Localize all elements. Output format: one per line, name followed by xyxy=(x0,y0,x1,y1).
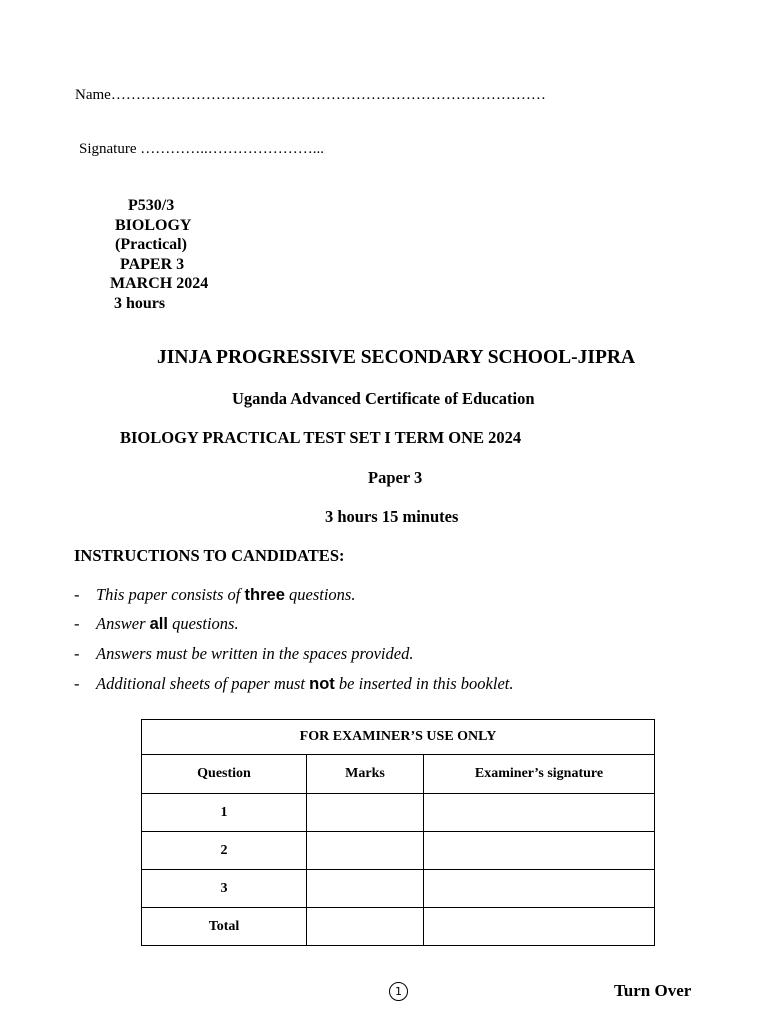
exam-duration: 3 hours xyxy=(114,295,166,312)
total-signature-cell[interactable] xyxy=(424,908,655,946)
question-cell: 3 xyxy=(142,870,307,908)
signature-field[interactable] xyxy=(79,141,324,158)
signature-dots: …………..…………………... xyxy=(140,141,324,157)
signature-cell[interactable] xyxy=(424,794,655,832)
paper-code: P530/3 xyxy=(128,197,175,214)
exam-date: MARCH 2024 xyxy=(110,275,209,292)
header-marks: Marks xyxy=(307,755,424,794)
signature-cell[interactable] xyxy=(424,832,655,870)
marks-cell[interactable] xyxy=(307,870,424,908)
instruction-item: - Answer all questions. xyxy=(74,614,239,633)
table-row xyxy=(142,908,655,946)
table-row xyxy=(142,832,655,870)
signature-cell[interactable] xyxy=(424,870,655,908)
total-cell: Total xyxy=(142,908,307,946)
examiner-table xyxy=(141,719,655,946)
marks-cell[interactable] xyxy=(307,832,424,870)
instruction-item: - Answers must be written in the spaces provided. xyxy=(74,644,414,663)
table-row xyxy=(142,870,655,908)
certificate-title: Uganda Advanced Certificate of Education xyxy=(232,389,535,408)
instructions-heading: INSTRUCTIONS TO CANDIDATES: xyxy=(74,546,345,565)
duration-label: 3 hours 15 minutes xyxy=(325,507,459,526)
instruction-item: - Additional sheets of paper must not be inserted in this booklet. xyxy=(74,674,514,693)
total-marks-cell[interactable] xyxy=(307,908,424,946)
header-signature: Examiner’s signature xyxy=(424,755,655,794)
subject-type: (Practical) xyxy=(115,236,187,253)
table-title: FOR EXAMINER’S USE ONLY xyxy=(142,720,655,755)
name-field[interactable] xyxy=(75,87,546,104)
header-question: Question xyxy=(142,755,307,794)
table-row xyxy=(142,794,655,832)
school-name: JINJA PROGRESSIVE SECONDARY SCHOOL-JIPRA xyxy=(157,347,636,368)
name-dots: …………………………………………………………………………… xyxy=(110,87,546,103)
test-title: BIOLOGY PRACTICAL TEST SET I TERM ONE 2024 xyxy=(120,428,522,447)
name-label: Name xyxy=(75,87,111,103)
turn-over: Turn Over xyxy=(614,981,692,1000)
signature-label: Signature xyxy=(79,141,137,157)
paper-label: Paper 3 xyxy=(368,468,423,487)
instruction-item: - This paper consists of three questions. xyxy=(74,585,356,604)
subject: BIOLOGY xyxy=(115,217,192,234)
marks-cell[interactable] xyxy=(307,794,424,832)
question-cell: 2 xyxy=(142,832,307,870)
question-cell: 1 xyxy=(142,794,307,832)
paper-number: PAPER 3 xyxy=(120,256,185,273)
page-number: 1 xyxy=(389,982,408,1001)
